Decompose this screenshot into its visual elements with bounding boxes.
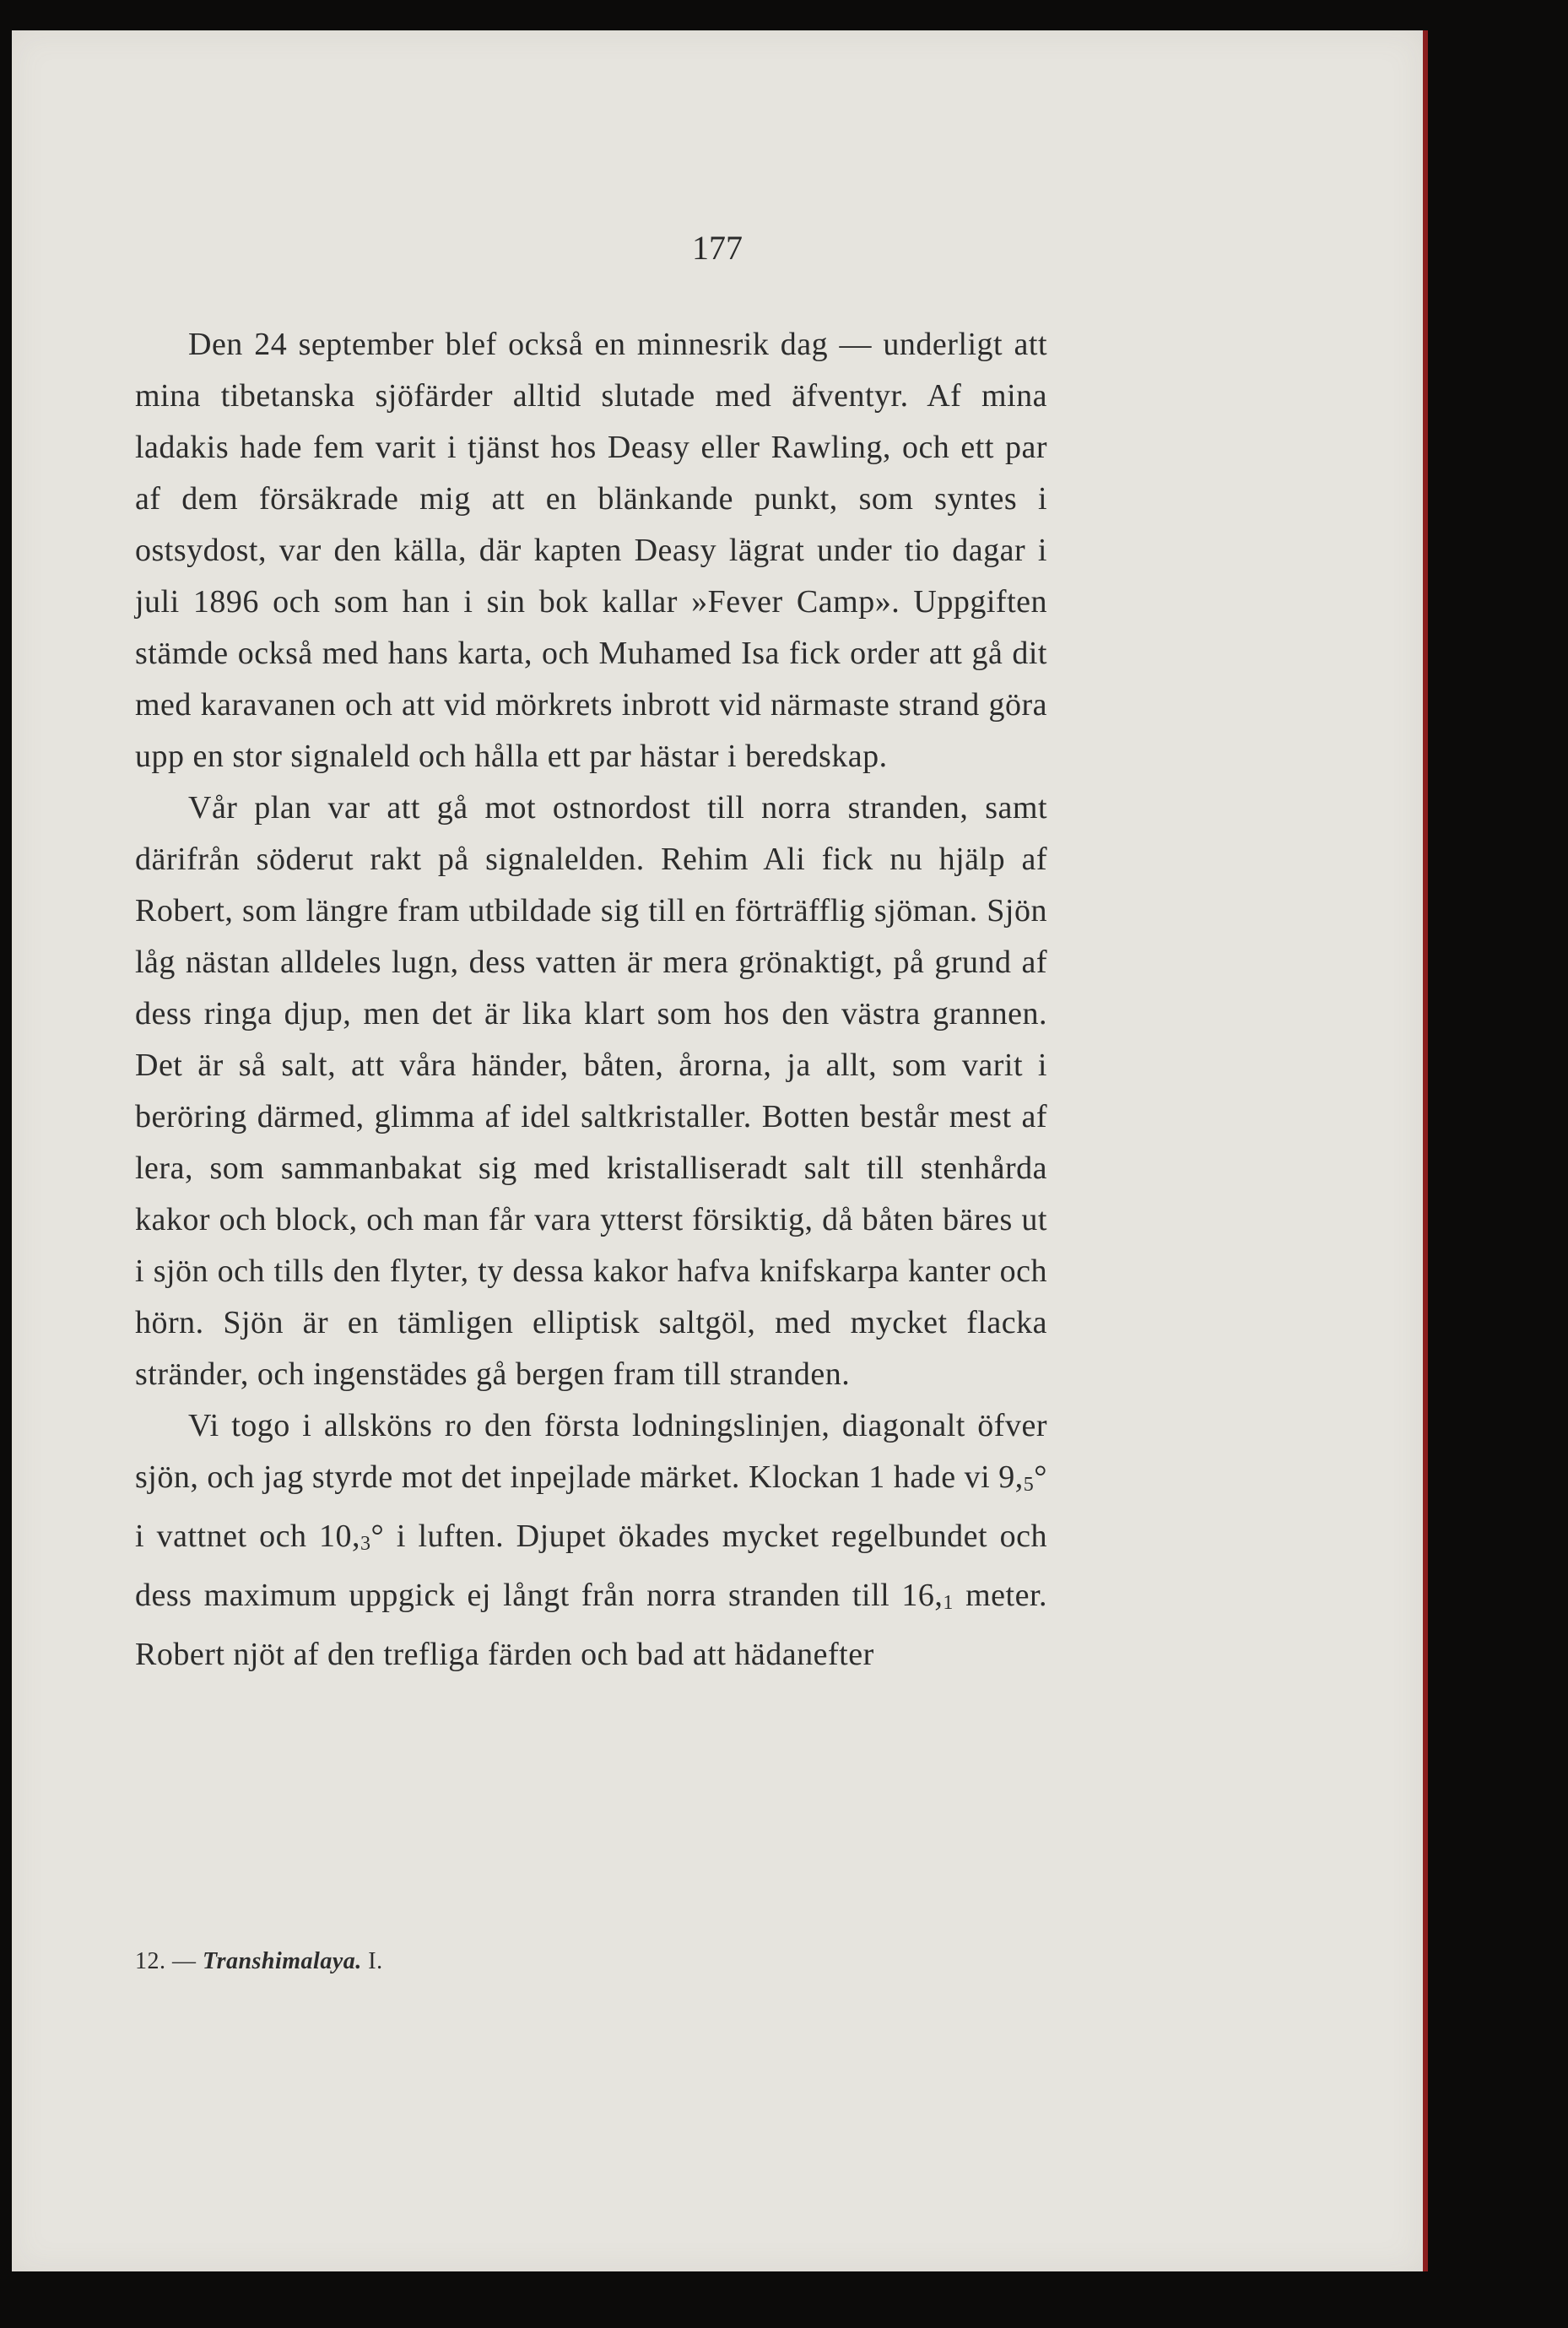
signature-mark: 12. — [135,1948,197,1974]
signature-line [135,1948,383,1975]
degree-symbol: ° [370,1519,385,1554]
page-number: 177 [692,229,743,267]
paragraph-1: Den 24 september blef också en minnesrik dag — underligt att mina tibetanska sjöfärder alltid slutade med äfventyr. Af mina ladakis hade fem varit i tjänst hos Deasy eller Rawling, och ett par af dem försäkrade mig att en blänkande punkt, som syntes i ostsydost, var den källa, där kapten Deasy lägrat under tio dagar i juli 1896 och som han i sin bok kallar »Fever Camp». Uppgiften stämde också med hans karta, och Muhamed Isa fick order att gå dit med karavanen och att vid mörkrets inbrott vid närmaste strand göra upp en stor signaleld och hålla ett par hästar i beredskap. [135,327,1047,774]
page-edge [1423,30,1428,2271]
paragraph-3-part-4: meter. Robert njöt af den trefliga färden och bad att hädanefter [135,1578,1048,1672]
depth-decimal: 1 [943,1592,954,1614]
paragraph-3 [135,1400,1047,1681]
book-page [12,30,1423,2271]
volume-number: I. [368,1948,383,1974]
book-title: Transhimalaya. [203,1948,362,1974]
degree-symbol: ° [1034,1459,1047,1495]
water-temp-decimal: 5 [1023,1474,1035,1496]
paragraph-3-part-1: Vi togo i allsköns ro den första lodningslinjen, diagonalt öfver sjön, och jag styrde mot det inpejlade märket. Klockan 1 hade vi 9, [135,1408,1047,1495]
paragraph-3-part-3: i luften. Djupet ökades mycket regelbundet och dess maximum uppgick ej långt från norra stranden till 16, [135,1519,1047,1613]
air-temp-decimal: 3 [360,1533,371,1555]
paragraph-3-part-2: i vattnet och 10, [135,1519,361,1554]
paragraph-2: Vår plan var att gå mot ostnordost till norra stranden, samt därifrån söderut rakt på signalelden. Rehim Ali fick nu hjälp af Robert, som längre fram utbildade sig till en förträfflig sjöman. Sjön låg nästan alldeles lugn, dess vatten är mera grönaktigt, på grund af dess ringa djup, men det är lika klart som hos den västra grannen. Det är så salt, att våra händer, båten, årorna, ja allt, som varit i beröring därmed, glimma af idel saltkristaller. Botten består mest af lera, som sammanbakat sig med kristalliseradt salt till stenhårda kakor och block, och man får vara ytterst försiktig, då båten bäres ut i sjön och tills den flyter, ty dessa kakor hafva knifskarpa kanter och hörn. Sjön är en tämligen elliptisk saltgöl, med mycket flacka stränder, och ingenstädes gå bergen fram till stranden. [135,790,1047,1392]
body-text [135,319,1047,1681]
